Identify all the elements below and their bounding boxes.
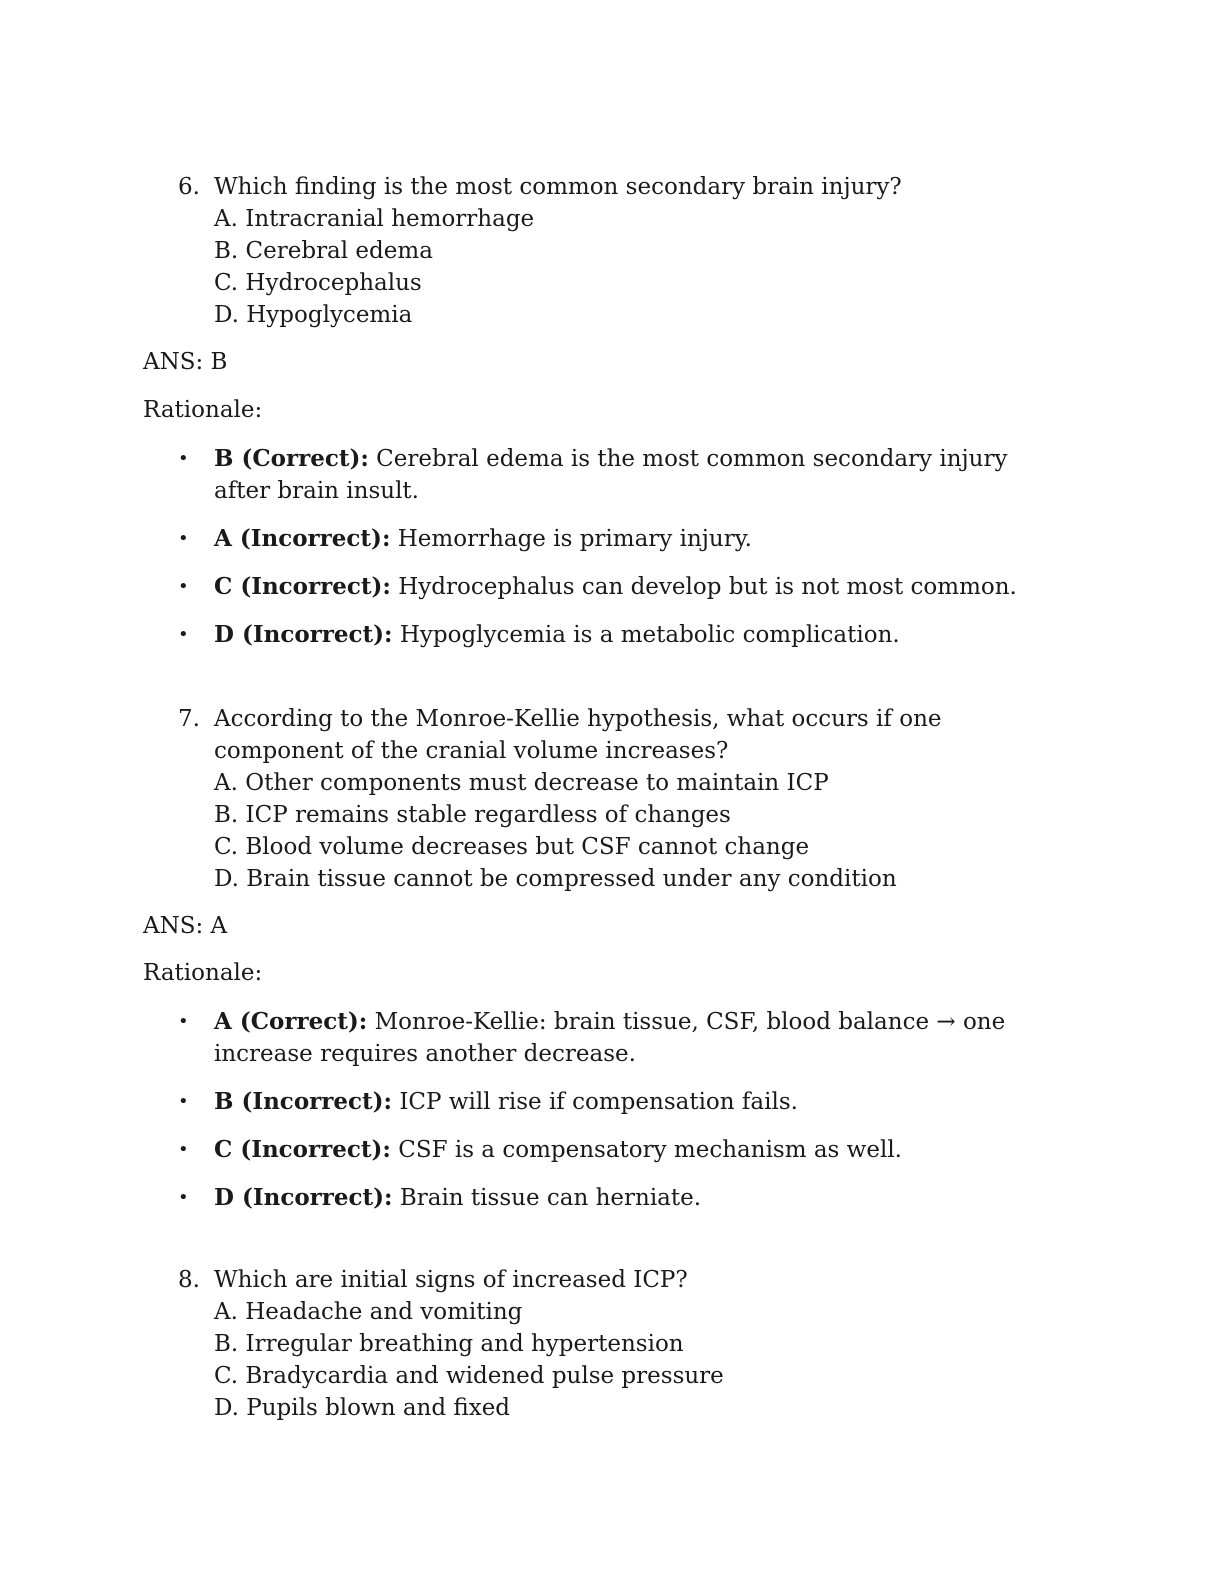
rationale-verdict: C (Incorrect): xyxy=(214,573,391,600)
question-6 xyxy=(178,171,1058,331)
rationale-verdict: C (Incorrect): xyxy=(214,1136,391,1163)
bullet-icon: • xyxy=(178,1139,189,1160)
bullet-icon: • xyxy=(178,528,189,549)
rationale-text: Cerebral edema is the most common secondary injury after brain insult. xyxy=(214,446,1008,504)
rationale-item xyxy=(178,619,1058,651)
option-a: A. Other components must decrease to maintain ICP xyxy=(214,770,829,796)
option-c: C. Blood volume decreases but CSF cannot change xyxy=(214,834,810,860)
answer-7: ANS: A xyxy=(143,913,228,939)
option-c: C. Hydrocephalus xyxy=(214,270,422,296)
question-stem: Which are initial signs of increased ICP? xyxy=(214,1267,688,1293)
option-d: D. Hypoglycemia xyxy=(214,302,413,328)
rationale-item xyxy=(178,443,1058,507)
question-number: 8. xyxy=(178,1267,200,1293)
rationale-item xyxy=(178,1006,1058,1070)
option-b: B. Irregular breathing and hypertension xyxy=(214,1331,684,1357)
bullet-icon: • xyxy=(178,576,189,597)
question-number: 6. xyxy=(178,174,200,200)
rationale-text: Hypoglycemia is a metabolic complication. xyxy=(392,622,900,648)
question-number: 7. xyxy=(178,706,200,732)
rationale-verdict: A (Incorrect): xyxy=(214,525,391,552)
rationale-label-6: Rationale: xyxy=(143,397,263,423)
rationale-text: CSF is a compensatory mechanism as well. xyxy=(390,1137,902,1163)
rationale-text: Hemorrhage is primary injury. xyxy=(390,526,752,552)
option-a: A. Headache and vomiting xyxy=(214,1299,523,1325)
rationale-text: ICP will rise if compensation fails. xyxy=(392,1089,798,1115)
rationale-text: Hydrocephalus can develop but is not most common. xyxy=(390,574,1017,600)
option-b: B. ICP remains stable regardless of changes xyxy=(214,802,731,828)
rationale-item xyxy=(178,571,1058,603)
rationale-verdict: A (Correct): xyxy=(214,1008,368,1035)
option-a: A. Intracranial hemorrhage xyxy=(214,206,535,232)
rationale-item xyxy=(178,523,1058,555)
rationale-list-7 xyxy=(178,1006,1058,1230)
rationale-label-7: Rationale: xyxy=(143,960,263,986)
rationale-text: Brain tissue can herniate. xyxy=(392,1185,702,1211)
option-d: D. Pupils blown and fixed xyxy=(214,1395,511,1421)
option-b: B. Cerebral edema xyxy=(214,238,433,264)
question-8 xyxy=(178,1264,1058,1424)
rationale-verdict: B (Incorrect): xyxy=(214,1088,393,1115)
bullet-icon: • xyxy=(178,448,189,469)
bullet-icon: • xyxy=(178,624,189,645)
bullet-icon: • xyxy=(178,1091,189,1112)
bullet-icon: • xyxy=(178,1187,189,1208)
rationale-verdict: B (Correct): xyxy=(214,445,369,472)
bullet-icon: • xyxy=(178,1011,189,1032)
rationale-text: Monroe-Kellie: brain tissue, CSF, blood balance → one increase requires another decrease. xyxy=(214,1009,1006,1067)
answer-6: ANS: B xyxy=(143,349,228,375)
question-stem: According to the Monroe-Kellie hypothesis, what occurs if one component of the cranial volume increases? xyxy=(214,706,942,764)
rationale-verdict: D (Incorrect): xyxy=(214,621,393,648)
rationale-item xyxy=(178,1134,1058,1166)
option-d: D. Brain tissue cannot be compressed under any condition xyxy=(214,866,897,892)
rationale-list-6 xyxy=(178,443,1058,667)
rationale-verdict: D (Incorrect): xyxy=(214,1184,393,1211)
rationale-item xyxy=(178,1182,1058,1214)
option-c: C. Bradycardia and widened pulse pressure xyxy=(214,1363,724,1389)
question-7 xyxy=(178,703,1058,895)
question-stem: Which finding is the most common secondary brain injury? xyxy=(214,174,902,200)
rationale-item xyxy=(178,1086,1058,1118)
